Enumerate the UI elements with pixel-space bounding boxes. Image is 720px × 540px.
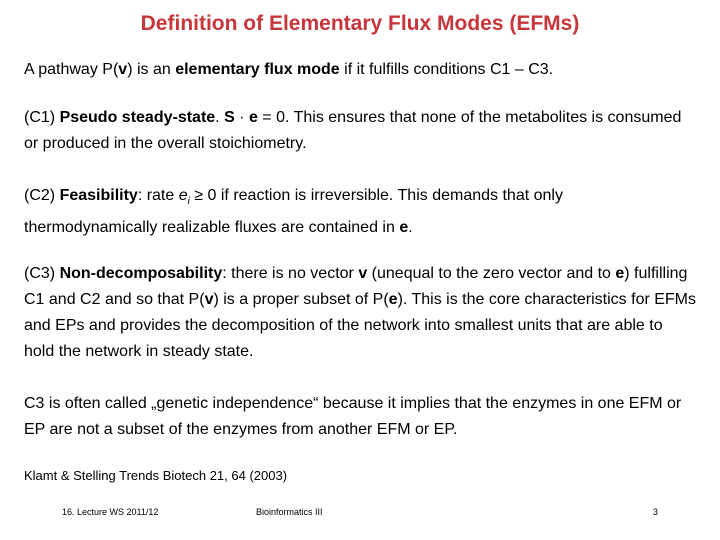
intro-post: if it fulfills conditions C1 – C3. xyxy=(339,61,554,78)
intro-pre: A pathway P( xyxy=(24,61,119,78)
condition-c2 xyxy=(24,183,696,241)
c1-label: (C1) xyxy=(24,109,60,126)
c2-heading: Feasibility xyxy=(59,187,138,204)
c3-e-symbol: e xyxy=(615,265,625,282)
c1-heading: Pseudo steady-state xyxy=(59,109,216,126)
c3-heading: Non-decomposability xyxy=(59,265,223,282)
footer-course: Bioinformatics III xyxy=(256,507,323,517)
c2-ei-symbol: e xyxy=(178,187,188,204)
c3-v-symbol-2: v xyxy=(204,291,214,308)
intro-paragraph xyxy=(24,57,696,83)
note-paragraph: C3 is often called „genetic independence“ because it implies that the enzymes in one EFM or EP are not a subset of the enzymes from another EFM or EP. xyxy=(24,395,682,438)
c1-eq: = 0 xyxy=(257,109,285,126)
c3-text3: ) fulfilling C1 and C2 and so that P( xyxy=(24,265,688,308)
c3-text1: : there is no vector xyxy=(222,265,359,282)
c2-label: (C2) xyxy=(24,187,60,204)
c1-s-symbol: S xyxy=(224,109,235,126)
reference-citation: Klamt & Stelling Trends Biotech 21, 64 (2003) xyxy=(24,468,288,483)
c2-text1: : rate xyxy=(137,187,179,204)
slide-title: Definition of Elementary Flux Modes (EFMs) xyxy=(140,12,580,35)
c1-e-symbol: e xyxy=(248,109,258,126)
c3-text4: ) is a proper subset of P( xyxy=(213,291,389,308)
c2-end: . xyxy=(408,219,413,237)
c2-text2: ≥ 0 if reaction is irreversible. This demands that only thermodynamically realizable fluxes are contained in xyxy=(24,187,563,237)
c3-label: (C3) xyxy=(24,265,60,282)
intro-mid: ) is an xyxy=(127,61,176,78)
condition-c1 xyxy=(24,105,696,157)
c1-rest: . This ensures that none of the metabolites is consumed or produced in the overall stoichiometry. xyxy=(24,109,682,152)
c1-dot: . xyxy=(215,109,225,126)
c2-subscript-i: i xyxy=(187,196,190,208)
c3-text5: ). This is the core characteristics for EFMs and EPs and provides the decomposition of the network into smallest units that are able to hold the network in steady state. xyxy=(24,291,697,360)
condition-c3 xyxy=(24,261,696,365)
footer-lecture: 16. Lecture WS 2011/12 xyxy=(62,507,159,517)
c3-v-symbol: v xyxy=(358,265,368,282)
footer-page-number: 3 xyxy=(653,507,659,517)
c1-cdot: · xyxy=(234,109,249,126)
c3-text2: (unequal to the zero vector and to xyxy=(367,265,616,282)
c3-e-symbol-2: e xyxy=(388,291,398,308)
intro-efm-term: elementary flux mode xyxy=(175,61,340,78)
c2-e-symbol: e xyxy=(399,219,409,237)
intro-v-symbol: v xyxy=(118,61,128,78)
